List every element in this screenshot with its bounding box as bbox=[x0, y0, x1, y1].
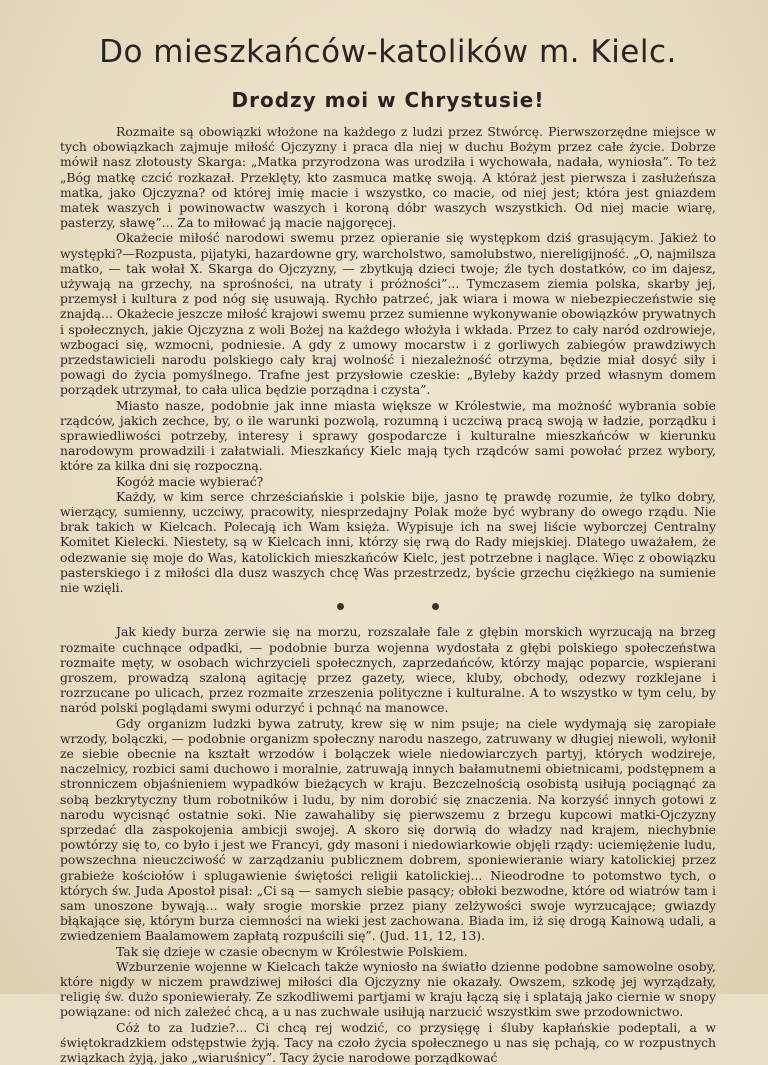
document-title: Do mieszkańców-katolików m. Kielc. bbox=[99, 34, 677, 70]
divider-dot bbox=[432, 603, 439, 610]
paragraph: Gdy organizm ludzki bywa zatruty, krew się w nim psuje; na ciele wydymają się zaropiałe wrzody, bolączki, — podobnie organizm społeczny narodu naszego, zatruwany w długiej niewoli, wyłonił ze siebie obecnie na kształt wrzodów i bolączek wiele niedowiarczych partyj, których wodzireje, naczelnicy, rozbici sami duchowo i moralnie, zatruwają innych bałamutnemi obietnicami, podstępnem a stronniczem objaśnieniem wypadków bieżących w kraju. Bezczelnością osobistą usiłują pociągnąć za sobą bezkrytyczny tłum robotników i ludu, by nim dorobić się znaczenia. Na korzyść innych gotowi z narodu wycisnąć ostatnie soki. Nie zawahaliby się pierwszemu z brzegu kupcowi matki-Ojczyzny sprzedać dla zaspokojenia ambicji swojej. A skoro się dorwią do władzy nad krajem, niechybnie powtórzy się to, co było i jest we Francyi, gdy masoni i niedowiarkowie objęli rządy: uciemiężenie ludu, powszechna nieuczciwość w zarządzaniu publicznem dobrem, sponiewieranie wiary katolickiej przez grabieże kościołów i splugawienie świętości religii katolickiej... Nieodrodne to potomstwo tych, o których św. Juda Apostoł pisał: „Ci są — samych siebie pasący; obłoki bezwodne, które od wiatrów tam i sam unoszone bywają... wały srogie morskie przez piany zelżywości swoje wyrzucające; gwiazdy błąkające się, którym burza ciemności na wieki jest zachowana. Biada im, iż się drogą Kainową udali, a zwiedzeniem Baalamowem zapłatą rozpuścili się”. (Jud. 11, 12, 13). bbox=[60, 715, 716, 944]
paragraph: Okażecie miłość narodowi swemu przez opieranie się występkom dziś grasującym. Jakież to występki?—Rozpusta, pijatyki, hazardowne gry, warcholstwo, samolubstwo, niereligijność. „O, najmilsza matko, — tak wołał X. Skarga do Ojczyzny, — zbytkują dzieci twoje; źle tych dostatków, co im dajesz, używają na grzechy, na sprośności, na utraty i próżności”... Tymczasem ziemia polska, skarby jej, przemysł i kultura z pod nóg się usuwają. Rychło patrzeć, jak wiara i mowa w niebezpieczeństwie się znajdą... Okażecie jeszcze miłość krajowi swemu przez sumienne wykonywanie obowiązków prywatnych i społecznych, jakie Ojczyzna z woli Bożej na każdego włożyła i wkłada. Przez to cały naród ozdrowieje, wzbogaci się, wzmocni, podniesie. A gdy z umowy mocarstw i z gorliwych zabiegów prawdziwych przedstawicieli narodu polskiego cały kraj wolność i niezależność otrzyma, będzie miał dosyć siły i powagi do życia pomyślnego. Trafne jest przysłowie czeskie: „Byleby każdy przed własnym domem porządek utrzymał, to cała ulica będzie porządna i czysta”. bbox=[60, 230, 716, 398]
paragraph: Wzburzenie wojenne w Kielcach także wyniosło na światło dzienne podobne samowolne osoby, które nigdy w niczem prawdziwej miłości dla Ojczyzny nie okazały. Owszem, szkodę jej wyrządzały, religię św. dużo sponiewierały. Ze szkodliwemi partjami w kraju łączą się i splatają jako ciernie w snopy powiązane: od nich zależeć chcą, a u nas zuchwale usiłują narzucić wszystkim swe przodownictwo. bbox=[60, 958, 716, 1020]
paragraph: Miasto nasze, podobnie jak inne miasta większe w Królestwie, ma możność wybrania sobie rządców, jakich zechce, by, o ile warunki pozwolą, rozumną i uczciwą pracą swoją w ładzie, porządku i sprawiedliwości potrzeby, interesy i sprawy gospodarcze i kulturalne mieszkańców w kierunku narodowym prowadzili i załatwiali. Mieszkańcy Kielc mają tych rządców sami powołać przez wybory, które za kilka dni się rozpoczną. bbox=[60, 397, 716, 474]
section-divider bbox=[60, 603, 716, 610]
divider-dot bbox=[337, 603, 344, 610]
greeting: Drodzy moi w Chrystusie! bbox=[231, 88, 545, 112]
paragraph: Rozmaite są obowiązki włożone na każdego z ludzi przez Stwórcę. Pierwszorzędne miejsce w tych obowiązkach zajmuje miłość Ojczyzny i praca dla niej w duchu Bożym przez całe życie. Dobrze mówił nasz złotousty Skarga: „Matka przyrodzona was urodziła i wychowała, nadała, wyniosła”. To też „Bóg matkę czcić rozkazał. Przeklęty, kto zasmuca matkę swoją. A któraż jest pierwsza i zasłużeńsza matka, jako Ojczyzna? od której imię macie i wszystko, co macie, od niej jest; która jest gniazdem matek waszych i powinowactw waszych i koroną dóbr waszych wszystkich. Od niej macie wiarę, pasterzy, sławę”... Za to miłować ją macie najgoręcej. bbox=[60, 124, 716, 231]
paragraph: Każdy, w kim serce chrześciańskie i polskie bije, jasno tę prawdę rozumie, że tylko dobry, wierzący, sumienny, uczciwy, pracowity, niesprzedajny Polak może być wybrany do owego rządu. Nie brak takich w Kielcach. Polecają ich Wam księża. Wypisuje ich na swej liście wyborczej Centralny Komitet Kielecki. Niestety, są w Kielcach inni, którzy się rwą do Rady miejskiej. Dlatego uważałem, że odezwanie się moje do Was, katolickich mieszkańców Kielc, jest potrzebne i naglące. Więc z obowiązku pasterskiego i z miłości dla dusz waszych chcę Was przestrzedz, byście grzechu ciężkiego na sumienie nie wzięli. bbox=[60, 488, 716, 596]
paragraph: Jak kiedy burza zerwie się na morzu, rozszalałe fale z głębin morskich wyrzucają na brzeg rozmaite cuchnące odpadki, — podobnie burza wojenna wydostała z głębi polskiego społeczeństwa rozmaite męty, w osobach wichrzycieli społecznych, zaprzedańców, którzy mając poparcie, wspierani groszem, prowadzą szaloną agitację przez gazety, wiece, kluby, obchody, odezwy rozklejane i rozrzucane po ulicach, przez rozmaite zrzeszenia polityczne i kulturalne. A to wszystko w tym celu, by naród polski poglądami swymi odurzyć i pchnąć na manowce. bbox=[60, 624, 716, 716]
paragraph: Kogóż macie wybierać? bbox=[116, 473, 264, 489]
paragraph: Cóż to za ludzie?... Ci chcą rej wodzić, co przysięgę i śluby kapłańskie podeptali, a w świętokradzkiem odstępstwie żyją. Tacy na czoło życia społecznego u nas się pchają, co w rozpustnych związkach żyją, jako „wiaruśnicy”. Tacy życie narodowe porządkować bbox=[60, 1019, 716, 1065]
paragraph: Tak się dzieje w czasie obecnym w Królestwie Polskiem. bbox=[116, 943, 468, 959]
